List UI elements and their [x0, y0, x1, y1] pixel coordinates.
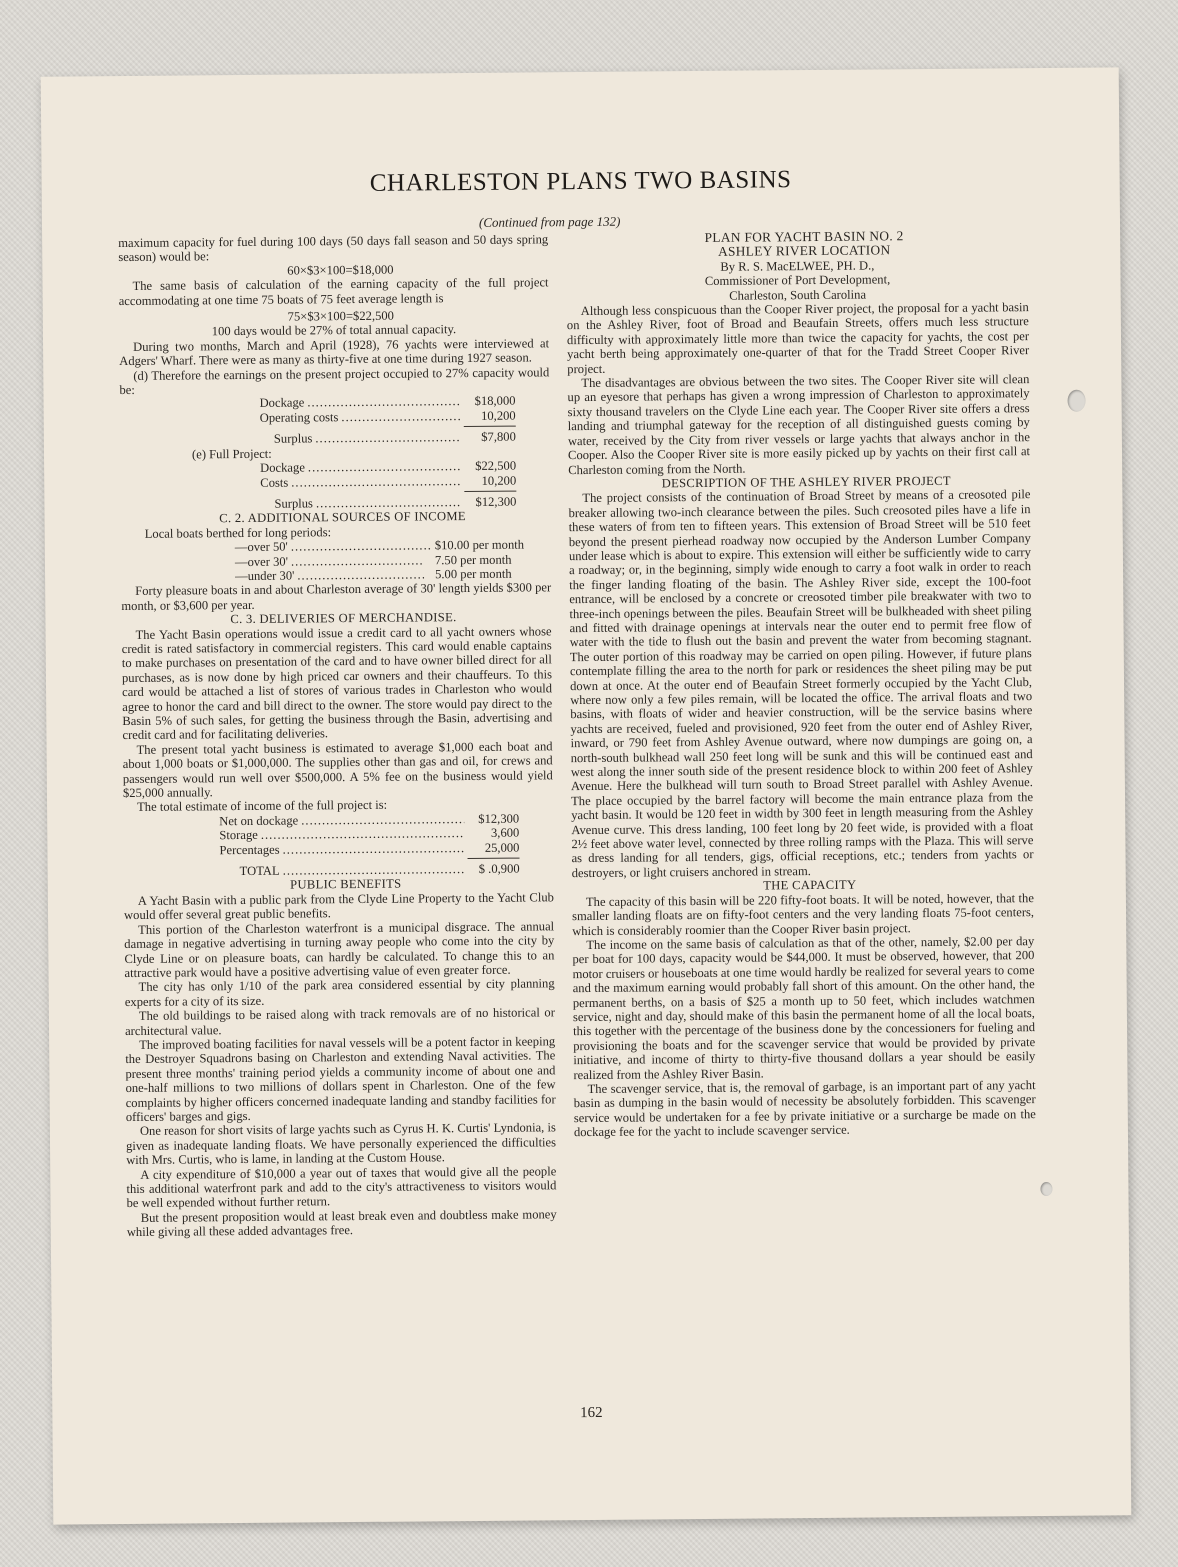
paragraph: The present total yacht business is estimated to average $1,000 each boat and about 1,000 boats or $1,000,000. The supplies other than gas and oil, for crews and passengers would run well over $500,000. A 5% fee on the business would yield $25,000 annually.: [122, 739, 553, 801]
paragraph: Local boats berthed for long periods:: [144, 524, 332, 541]
article-subheading: ASHLEY RIVER LOCATION: [717, 242, 891, 260]
author-role: Commissioner of Port Development,: [704, 272, 891, 289]
paragraph: Forty pleasure boats in and about Charleston average of 30' length yields $300 per month, or $3,600 per year.: [121, 580, 552, 613]
ledger-value: 10,200: [480, 408, 516, 423]
section-heading: PUBLIC BENEFITS: [290, 877, 402, 893]
ledger-label: Net on dockage: [219, 813, 299, 829]
page-number: 162: [580, 1404, 603, 1422]
paragraph: The total estimate of income of the full project is:: [137, 798, 388, 815]
ledger-label: Operating costs: [259, 410, 339, 425]
earnings-ledger: [259, 394, 515, 446]
paragraph: The capacity of this basin will be 220 fifty-foot boats. It will be noted, however, that the smaller landing floats are on fifty-foot centers and the very landing floats 75-foot centers, which is considerably roomier than the Cooper River basin project.: [571, 890, 1035, 938]
full-project-ledger: [260, 459, 516, 511]
ledger-value: $18,000: [474, 394, 516, 409]
ledger-value: 5.00 per month: [434, 566, 512, 582]
continued-note: (Continued from page 132): [478, 213, 621, 230]
paragraph: The income on the same basis of calculation as that of the other, namely, $2.00 per day per boat for 100 days, capacity would be $44,000. It must be observed, however, that 200 motor cruisers or houseboats at one time would hardly be realized for several years to come and the maximum earning would probably fall short of this amount. On the other hand, the permanent berths, on a basis of $25 a month up to 50 feet, which includes watchmen service, night and day, should make of this basin the permanent home of all the local boats, this together with the percentage of the business done by the concessioners for fueling and provisioning the boats and for the scavenger service that would be provided by private initiative, and income of thirty to thirty-five thousand dollars a year should be easily realized from the Ashley River Basin.: [572, 934, 1036, 1082]
paragraph: During two months, March and April (1928), 76 yachts were interviewed at Adgers' Wharf. There were as many as thirty-five at one time during 1927 season.: [119, 336, 550, 369]
paragraph: The project consists of the continuation of Broad Street by means of a creosoted pile breaker allowing two-inch clearance between the piles. Such creosoted piles have a life in these waters of from ten to fifteen years. This extension of Broad Street will be 510 feet beyond the present pierhead roadway now occupied by the Anderson Lumber Company under lease which is about to expire. This extension will either be sufficiently wide to carry a roadway; or, in the beginning, simply wide enough to carry a foot walk in order to reach the finger landing floating of the basin. The Ashley River side, except the 100-foot entrance, will be enclosed by a concrete or creosoted timber pile breakwater with two to three-inch openings between the piles. Beaufain Street will be bulkheaded with sheet piling and fitted with drainage openings at intervals near the outer end to permit free flow of water with the tide to flush out the basin and prevent the water from becoming stagnant. The outer portion of this roadway may be carried on open piling. However, if future plans contemplate filling the area to the north for park or residences the sheet piling may be put down at once. At the outer end of Beaufain Street formerly occupied by the Yacht Club, where now only a few piles remain, will be located the office. The arrival floats and two basins, with floats of wider and heavier construction, will be the service basins where yachts are received, fueled and provisioned, 920 feet from the outer end of Ashley River, inward, or 790 feet from Ashley Avenue outward, where now dumpings are going on, a north-south bulkhead wall 250 feet long will be sunk and this will be continued east and west along the inner south side of the present residence block to within 200 feet of Ashley Avenue. Here the bulkhead will turn south to Broad Street parallel with Ashley Avenue. The place occupied by the barrel factory will become the main entrance plaza from the yacht basin. It would be 120 feet in width by 300 feet in length measuring from the Ashley Avenue curve. This dress landing, 100 feet long by 20 feet wide, is provided with a float 2½ feet above water level, connected by three rolling ramps with the Plaza. This will serve as dress landing for all tenders, gigs, official receptions, etc.; tenders from yachts or destroyers, or light cruisers anchored in stream.: [568, 487, 1034, 881]
paragraph: (d) Therefore the earnings on the present project occupied to 27% capacity would be:: [119, 364, 550, 398]
income-ledger: [219, 811, 520, 878]
left-column: [118, 232, 557, 1239]
paragraph: A city expenditure of $10,000 a year out of taxes that would give all the people this additional waterfront park and add to the city's attractiveness to visitors would be well expended without further return.: [126, 1163, 557, 1211]
ledger-value: 3,600: [490, 825, 520, 841]
rates-ledger: [235, 537, 545, 583]
ledger-value: $ .0,900: [478, 861, 520, 877]
punch-hole: [1067, 390, 1085, 412]
ledger-label: TOTAL: [239, 863, 280, 879]
paragraph: The scavenger service, that is, the removal of garbage, is an important part of any yacht basin as dumping in the basin would of necessity be absolutely forbidden. This scavenger service would be undertaken for a fee by private initiative or a surcharge be made on the dockage fee for the yacht to include scavenger service.: [573, 1078, 1036, 1140]
paragraph: One reason for short visits of large yachts such as Cyrus H. K. Curtis' Lyndonia, is given as inadequate landing floats. We have personally experienced the difficulties with Mrs. Curtis, who is lame, in landing at the Custom House.: [125, 1120, 557, 1168]
ledger-row: [219, 840, 519, 857]
ledger-value: $22,500: [475, 458, 517, 474]
ledger-label: Percentages: [219, 842, 280, 857]
paragraph: 100 days would be 27% of total annual capacity.: [211, 322, 457, 339]
ledger-row: [274, 495, 516, 512]
ledger-value: $12,300: [478, 811, 520, 826]
ledger-label: —over 50': [234, 539, 288, 555]
paragraph: maximum capacity for fuel during 100 days (50 days fall season and 50 days spring season) would be:: [118, 232, 549, 265]
section-heading: THE CAPACITY: [763, 877, 857, 893]
equation: 60×$3×100=$18,000: [287, 262, 394, 278]
ledger-row: [260, 408, 516, 425]
paragraph: Although less conspicuous than the Cooper River project, the proposal for a yacht basin on the Ashley River, foot of Broad and Beaufain Streets, offers much less structure difficulty with approximately little more than twice the capacity for yachts, the cost per yacht berth being approximately one-quarter of that for the Tradd Street Cooper River project.: [566, 300, 1030, 376]
page-title: CHARLESTON PLANS TWO BASINS: [369, 166, 792, 197]
paragraph: The Yacht Basin operations would issue a credit card to all yacht owners whose credit is rated satisfactory in commercial registers. This card would enable captains to make purchases on presentation of the card and to have owner billed direct for all purchases, as is now done by high priced car owners and their chauffeurs. To this card would be attached a list of stores of various trades in Charleston who would agree to honor the card and bill direct to the owner. The store would pay direct to the Basin 5% of such sales, for getting the business through the Basin, advertising and credit card and for facilitating deliveries.: [121, 623, 553, 743]
ledger-label: —under 30': [235, 568, 295, 583]
section-heading: C. 2. ADDITIONAL SOURCES OF INCOME: [219, 509, 466, 526]
article-heading: PLAN FOR YACHT BASIN NO. 2: [704, 228, 904, 245]
ledger-label: Surplus: [274, 496, 313, 511]
ledger-value: 25,000: [484, 840, 520, 855]
ledger-label: Dockage: [259, 395, 305, 411]
ledger-label: Surplus: [273, 431, 313, 446]
paragraph: But the present proposition would at least break even and doubtless make money while giving all these added advantages free.: [126, 1207, 557, 1240]
section-heading: DESCRIPTION OF THE ASHLEY RIVER PROJECT: [661, 473, 951, 491]
paragraph: This portion of the Charleston waterfront is a municipal disgrace. The annual damage in negative advertising in turning away people who come into the city by Clyde Line or on pleasure boats, can hardly be calculated. To change this to an attractive park would have a positive advertising value of even greater force.: [124, 918, 555, 980]
ledger-value: $12,300: [475, 494, 517, 509]
paragraph: The city has only 1/10 of the park area considered essential by city planning experts for a city of its size.: [124, 976, 555, 1009]
ledger-label: Costs: [260, 475, 289, 490]
paragraph: A Yacht Basin with a public park from the Clyde Line Property to the Yacht Club would offer several great public benefits.: [123, 890, 554, 923]
section-heading: C. 3. DELIVERIES OF MERCHANDISE.: [230, 610, 457, 627]
ledger-value: $10.00 per month: [434, 537, 525, 553]
document-page: [41, 67, 1132, 1524]
punch-hole: [1040, 1182, 1052, 1196]
ledger-row: [260, 473, 516, 490]
ledger-label: Dockage: [260, 460, 305, 475]
equation: 75×$3×100=$22,500: [287, 308, 395, 324]
ledger-label: Storage: [219, 828, 258, 843]
ledger-row: [240, 862, 520, 879]
ledger-value: 10,200: [481, 473, 517, 488]
ledger-label: —over 30': [234, 554, 288, 569]
full-project-label: (e) Full Project:: [191, 446, 272, 462]
ledger-value: 7.50 per month: [434, 552, 512, 567]
right-column: [566, 228, 1036, 1140]
paragraph: The disadvantages are obvious between the two sites. The Cooper River site will clean up an eyesore that perhaps has given a wrong impression of Charleston to approximately sixty thousand travelers on the Clyde Line each year. The Cooper River site offers a dress landing and triumphal gateway for the reception of all distinguished guests coming by water, received by the City from river vessels or large yachts that always anchor in the Cooper. Also the Cooper River site is more easily picked up by yachts on their first call at Charleston coming from the North.: [567, 372, 1031, 477]
byline: By R. S. MacELWEE, PH. D.,: [720, 258, 875, 274]
ledger-row: [274, 430, 516, 447]
author-place: Charleston, South Carolina: [729, 287, 867, 303]
paragraph: The improved boating facilities for naval vessels will be a potent factor in keeping the Destroyer Squadrons basing on Charleston and extending Naval activities. The present three months' training period yields a community income of about one and one-half millions to two millions of dollars spent in Charleston. One of the few complaints by higher officers concerned inadequate landing and standby facilities for officers' barges and gigs.: [125, 1034, 556, 1124]
ledger-value: $7,800: [481, 429, 516, 445]
paragraph: The old buildings to be raised along with track removals are of no historical or architectural value.: [124, 1005, 555, 1038]
paragraph: The same basis of calculation of the earning capacity of the full project accommodating at one time 75 boats of 75 feet average length is: [118, 275, 549, 308]
